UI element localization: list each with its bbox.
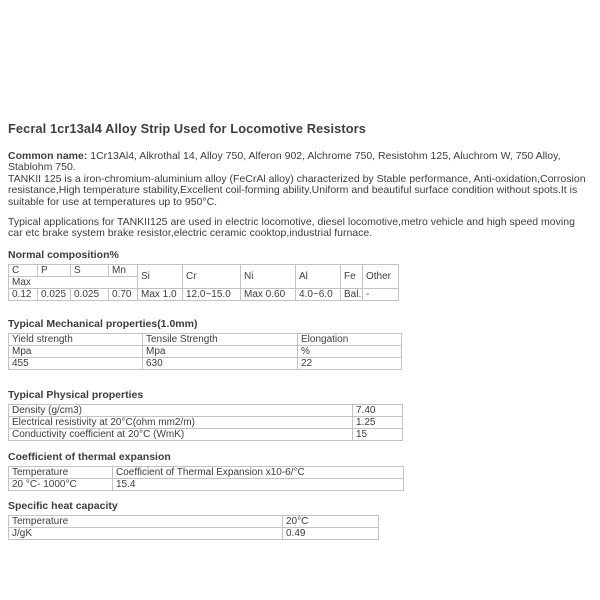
comp-header-fe: Fe [341, 264, 363, 288]
mech-header-tensile: Tensile Strength [143, 333, 298, 345]
comp-value-s: 0.025 [71, 288, 109, 300]
comp-header-ni: Ni [241, 264, 296, 288]
page-title: Fecral 1cr13al4 Alloy Strip Used for Locomotive Resistors [8, 121, 366, 136]
mechanical-header-row [9, 333, 402, 345]
mechanical-section-label: Typical Mechanical properties(1.0mm) [8, 317, 198, 330]
thermal-expansion-table [8, 466, 404, 491]
common-name-label: Common name: [8, 150, 88, 162]
mech-unit-yield: Mpa [9, 345, 143, 357]
comp-value-c: 0.12 [9, 288, 38, 300]
comp-value-fe: Bal. [341, 288, 363, 300]
mechanical-values-row [9, 357, 402, 369]
mech-unit-elongation: % [298, 345, 402, 357]
comp-value-p: 0.025 [38, 288, 71, 300]
comp-header-c: C [9, 264, 38, 276]
physical-row-conductivity [9, 428, 403, 440]
comp-value-al: 4.0~6.0 [296, 288, 341, 300]
spec-value-jgk: 0.49 [283, 527, 379, 539]
comp-header-s: S [71, 264, 109, 276]
composition-table [8, 264, 399, 301]
section-physical-properties [8, 390, 592, 441]
mechanical-table [8, 333, 402, 370]
thermal-header-row [9, 466, 404, 478]
comp-header-si: Si [138, 264, 183, 288]
phys-property-conductivity: Conductivity coefficient at 20°C (WmK) [9, 428, 353, 440]
section-specific-heat [8, 501, 592, 540]
composition-values-row [9, 288, 399, 300]
common-name-value: 1Cr13Al4, Alkrothal 14, Alloy 750, Alferon 902, Alchrome 750, Resistohm 125, Aluchrom W, 750 Alloy, Stablohm 750. [8, 150, 561, 174]
phys-property-resistivity: Electrical resistivity at 20°C(ohm mm2/m) [9, 416, 353, 428]
comp-value-ni: Max 0.60 [241, 288, 296, 300]
section-mechanical-properties [8, 319, 592, 370]
specific-heat-section-label: Specific heat capacity [8, 499, 118, 512]
thermal-value-temperature: 20 °C- 1000°C [9, 478, 113, 490]
physical-section-label: Typical Physical properties [8, 388, 144, 401]
physical-table [8, 404, 403, 441]
comp-value-mn: 0.70 [109, 288, 138, 300]
comp-header-cr: Cr [183, 264, 241, 288]
phys-value-conductivity: 15 [353, 428, 403, 440]
composition-header-row [9, 264, 399, 276]
comp-value-cr: 12.0~15.0 [183, 288, 241, 300]
comp-header-al: Al [296, 264, 341, 288]
mech-unit-tensile: Mpa [143, 345, 298, 357]
specific-heat-row-temperature [9, 515, 379, 527]
specific-heat-table [8, 515, 379, 540]
spec-value-temperature: 20°C [283, 515, 379, 527]
comp-max-cell: Max [9, 276, 138, 288]
comp-header-p: P [38, 264, 71, 276]
thermal-section-label: Coefficient of thermal expansion [8, 450, 171, 463]
thermal-values-row [9, 478, 404, 490]
intro-paragraph [8, 151, 592, 208]
section-normal-composition [8, 250, 592, 301]
comp-header-other: Other [363, 264, 399, 288]
thermal-header-coefficient: Coefficient of Thermal Expansion x10-6/°C [113, 466, 404, 478]
spec-property-jgk: J/gK [9, 527, 283, 539]
comp-value-si: Max 1.0 [138, 288, 183, 300]
composition-section-label: Normal composition% [8, 248, 119, 261]
phys-property-density: Density (g/cm3) [9, 404, 353, 416]
alloy-description: TANKII 125 is a iron-chromium-aluminium alloy (FeCrAl alloy) characterized by Stable performance, Anti-oxidation,Corrosion resistance,High temperature stability,Excellent coil-forming ability,Uniform and beautiful surface condition without spots.It is suitable for use at temperatures up to 950°C. [8, 172, 586, 208]
physical-row-resistivity [9, 416, 403, 428]
thermal-value-coefficient: 15.4 [113, 478, 404, 490]
mech-header-elongation: Elongation [298, 333, 402, 345]
phys-value-density: 7.40 [353, 404, 403, 416]
mech-header-yield: Yield strength [9, 333, 143, 345]
comp-value-other: - [363, 288, 399, 300]
mechanical-units-row [9, 345, 402, 357]
phys-value-resistivity: 1.25 [353, 416, 403, 428]
section-thermal-expansion [8, 452, 592, 491]
mech-value-tensile: 630 [143, 357, 298, 369]
mech-value-yield: 455 [9, 357, 143, 369]
specific-heat-row-jgk [9, 527, 379, 539]
thermal-header-temperature: Temperature [9, 466, 113, 478]
comp-header-mn: Mn [109, 264, 138, 276]
physical-row-density [9, 404, 403, 416]
mech-value-elongation: 22 [298, 357, 402, 369]
applications-paragraph: Typical applications for TANKII125 are used in electric locomotive, diesel locomotive,metro vehicle and high speed moving car etc brake system brake resistor,electric ceramic cooktop,industrial furnace. [8, 216, 575, 240]
spec-property-temperature: Temperature [9, 515, 283, 527]
